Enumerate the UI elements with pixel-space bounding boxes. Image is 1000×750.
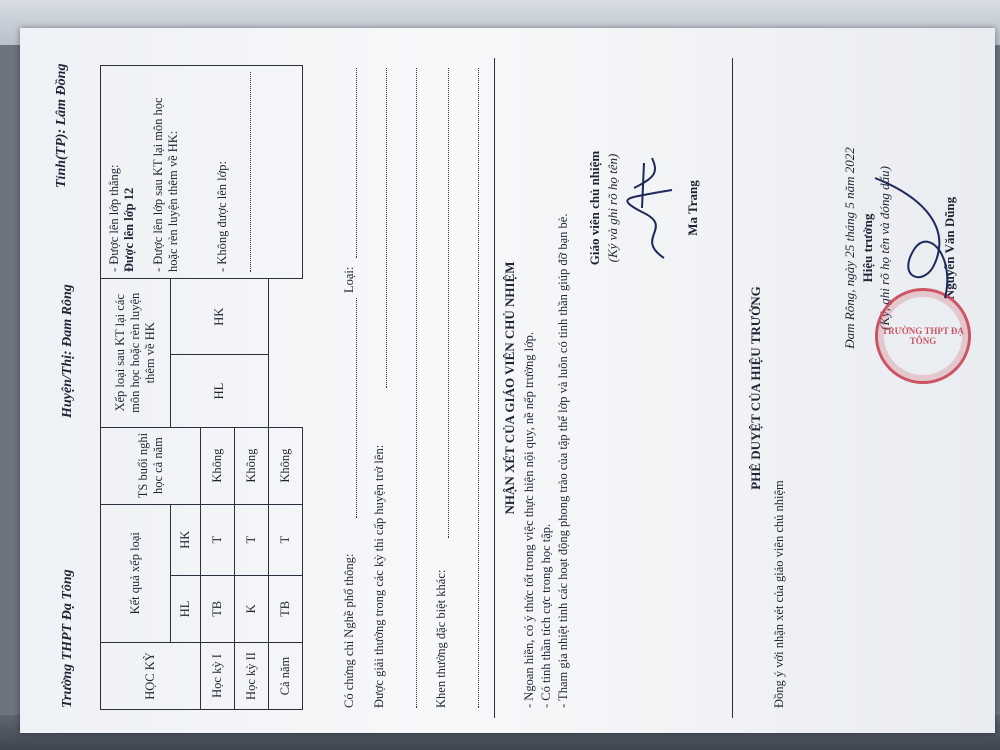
teacher-comment-3: - Tham gia nhiệt tình các hoạt động phong trào của tập thể lớp và luôn có tinh thần giúp đỡ bạn bè.: [556, 213, 570, 708]
header-hl: HL: [171, 575, 201, 642]
header-xeploai-kt: Xếp loại sau KT lại các môn học hoặc rèn luyện thêm về HK: [101, 279, 171, 428]
principal-approval: Đồng ý với nhận xét của giáo viên chủ nhiệm: [772, 480, 786, 708]
row-hl: TB: [269, 575, 303, 642]
awards-line: [386, 68, 387, 388]
header-ketqua: Kết quả xếp loại: [101, 504, 171, 642]
document-page: [20, 28, 995, 733]
not-promote-line: [244, 72, 251, 272]
row-hk: T: [269, 504, 303, 575]
certificate-rank-line: [356, 68, 357, 258]
teacher-name: Ma Trang: [685, 180, 700, 236]
special-line: [448, 68, 449, 538]
teacher-comment-1: - Ngoan hiền, có ý thức tốt trong việc thực hiện nội quy, nề nếp trường lớp.: [522, 331, 536, 708]
principal-date: Đam Rông, ngày 25 tháng 5 năm 2022: [842, 147, 857, 349]
principal-signature: [855, 168, 965, 318]
row-nghi: Không: [201, 427, 235, 504]
divider-1: [494, 58, 495, 718]
principal-role: Hiệu trưởng: [860, 213, 875, 283]
principal-sign-note: (Ký, ghi rõ họ tên và đóng dấu): [877, 166, 892, 330]
header-hl2: HL: [171, 355, 269, 427]
teacher-signature: [624, 148, 684, 268]
not-promote: - Không được lên lớp:: [215, 161, 229, 272]
rotated-content: [42, 58, 972, 718]
certificate-label: Có chứng chỉ Nghề phổ thông:: [342, 553, 356, 708]
row-label: Học kỳ I: [201, 643, 235, 710]
row-hl: K: [235, 575, 269, 642]
promotion-cell: [101, 66, 303, 279]
row-hl: TB: [201, 575, 235, 642]
principal-title: PHÊ DUYỆT CỦA HIỆU TRƯỞNG: [748, 286, 763, 490]
stamp-text: TRƯỜNG THPT ĐẠ TÔNG: [882, 326, 964, 346]
row-label: Cả năm: [269, 643, 303, 710]
row-nghi: Không: [269, 427, 303, 504]
special-line-2: [478, 68, 479, 708]
principal-name: Nguyễn Văn Dũng: [942, 196, 957, 300]
certificate-rank-label: Loại:: [342, 266, 356, 293]
row-label: Học kỳ II: [235, 643, 269, 710]
header-hk2: HK: [171, 279, 269, 355]
divider-2: [732, 58, 733, 718]
certificate-line: [356, 298, 357, 518]
promote-grade: Được lên lớp 12: [122, 187, 136, 272]
grade-table: [100, 65, 303, 710]
teacher-sign-note: (Ký và ghi rõ họ tên): [605, 153, 620, 263]
awards-line-2: [416, 68, 417, 708]
header-hocky: HỌC KỲ: [101, 643, 201, 710]
teacher-comment-2: - Có tinh thần tích cực trong học tập.: [539, 523, 553, 708]
district-name: Huyện/Thị: Đam Rông: [60, 284, 75, 418]
header-tsbuoi: TS buổi nghỉ học cả năm: [101, 427, 201, 504]
province-name: Tỉnh(TP): Lâm Đồng: [54, 63, 69, 188]
promote-after: - Được lên lớp sau KT lại môn học hoặc rèn luyện thêm về HK:: [151, 97, 180, 272]
school-name: Trường THPT Đạ Tông: [60, 569, 75, 708]
awards-label: Được giải thưởng trong các kỳ thi cấp huyện trở lên:: [372, 444, 386, 708]
special-label: Khen thưởng đặc biệt khác:: [434, 569, 448, 708]
teacher-sign-title: Giáo viên chủ nhiệm: [587, 150, 602, 266]
row-hk: T: [201, 504, 235, 575]
row-nghi: Không: [235, 427, 269, 504]
row-hk: T: [235, 504, 269, 575]
header-hk: HK: [171, 504, 201, 575]
promote-straight: - Được lên lớp thẳng:: [107, 164, 121, 272]
teacher-title: NHẬN XÉT CỦA GIÁO VIÊN CHỦ NHIỆM: [502, 261, 517, 515]
